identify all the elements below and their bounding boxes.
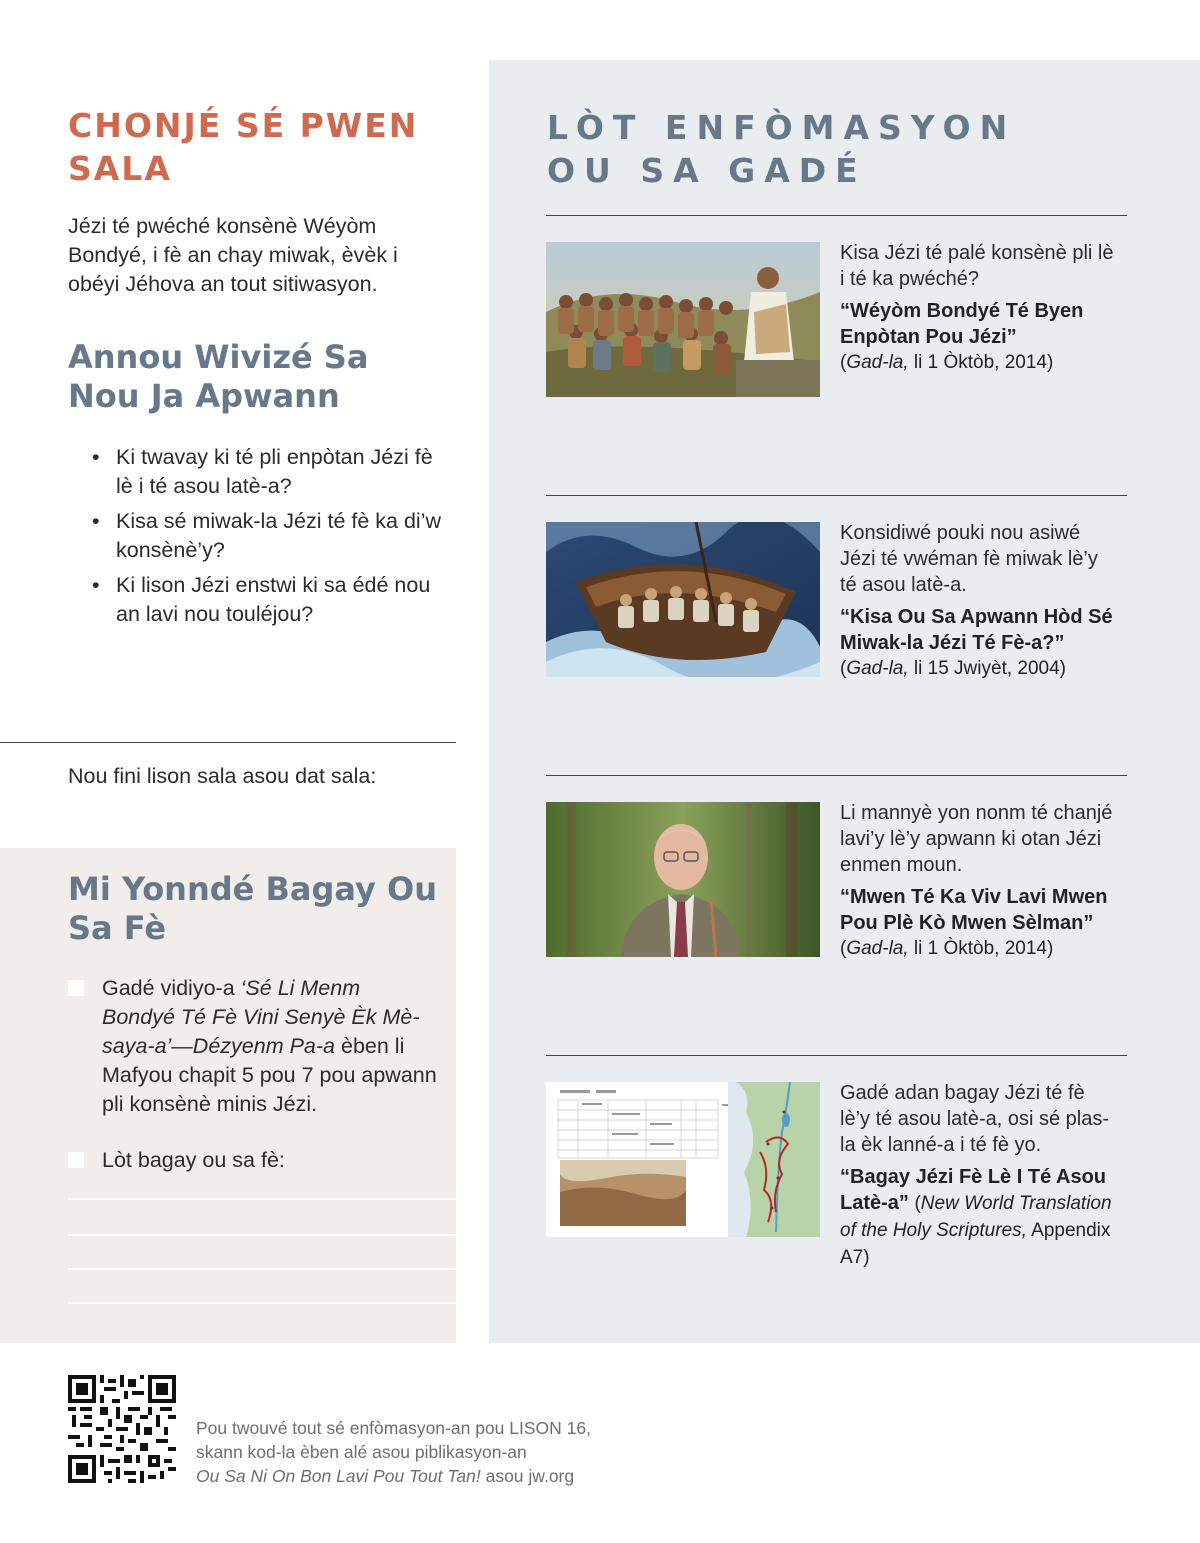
review-question-list bbox=[92, 443, 442, 635]
goals-panel bbox=[0, 848, 456, 1343]
article-link[interactable]: “Mwen Té Ka Viv Lavi Mwen Pou Plè Kò Mwen Sèlman” bbox=[840, 886, 1108, 934]
more-info-item: Kisa Jézi té palé konsènè pli lè i té ka pwéché? “Wéyòm Bondyé Té Byen Enpòtan Pou Jézi” (Gad-la, li 1 Òktòb, 2014) bbox=[840, 240, 1120, 376]
summary-text: Jézi té pwéché konsènè Wéyòm Bondyé, i fè an chay miwak, èvèk i obéyi Jéhova an tout sitiwasyon. bbox=[68, 214, 398, 296]
review-question: • Ki twavay ki té pli enpòtan Jézi fè lè i té asou latè-a? bbox=[92, 445, 433, 498]
thumbnail-storm-boat[interactable] bbox=[546, 522, 820, 677]
goals-heading: Mi Yonndé Bagay Ou Sa Fè bbox=[68, 870, 437, 947]
more-info-item: Li mannyè yon nonm té chanjé lavi’y lè’y apwann ki otan Jézi enmen moun. “Mwen Té Ka Viv Lavi Mwen Pou Plè Kò Mwen Sèlman” (Gad-la, li 1 Òktòb, 2014) bbox=[840, 800, 1120, 962]
thumbnail-man-portrait[interactable] bbox=[546, 802, 820, 957]
divider bbox=[0, 742, 456, 743]
article-source: (Gad-la, li 1 Òktòb, 2014) bbox=[840, 352, 1054, 373]
article-link[interactable]: “Wéyòm Bondyé Té Byen Enpòtan Pou Jézi” bbox=[840, 300, 1084, 348]
divider bbox=[546, 1055, 1127, 1056]
date-completed-label: Nou fini lison sala asou dat sala: bbox=[68, 764, 377, 788]
footer-note: Pou twouvé tout sé enfòmasyon-an pou LISON 16, skann kod-la èben alé asou piblikasyon-an Ou Sa Ni On Bon Lavi Pou Tout Tan! asou jw.org bbox=[196, 1418, 591, 1486]
qr-code-icon[interactable] bbox=[68, 1375, 176, 1483]
goal-item-video: Gadé vidiyo-a ‘Sé Li Menm Bondyé Té Fè Vini Senyè Èk Mèsaya-a’—Dézyenm Pa-a èben li Mafyou chapit 5 pou 7 pou apwann pli konsènè minis Jézi. bbox=[68, 974, 438, 1119]
publication-title[interactable]: Ou Sa Ni On Bon Lavi Pou Tout Tan! bbox=[196, 1466, 481, 1486]
thumbnail-jesus-teaching[interactable] bbox=[546, 242, 820, 397]
article-source: (Gad-la, li 1 Òktòb, 2014) bbox=[840, 938, 1054, 959]
thumbnail-map-chart[interactable] bbox=[546, 1082, 820, 1237]
video-title: ‘Sé Li Menm Bondyé Té Fè Vini Senyè Èk Mèsaya-a’—Dézyenm Pa-a bbox=[102, 976, 420, 1058]
more-info-heading: LÒT ENFÒMASYON OU SA GADÉ bbox=[547, 108, 1017, 190]
divider bbox=[546, 215, 1127, 216]
bullet-icon: • bbox=[92, 509, 100, 533]
bullet-icon: • bbox=[92, 573, 100, 597]
left-column bbox=[0, 0, 456, 1343]
checkbox[interactable] bbox=[68, 1152, 84, 1168]
summary-heading: CHONJÉ SÉ PWEN SALA bbox=[68, 106, 419, 188]
bullet-icon: • bbox=[92, 445, 100, 469]
divider bbox=[546, 775, 1127, 776]
more-info-item: Konsidiwé pouki nou asiwé Jézi té vwéman fè miwak lè’y té asou latè-a. “Kisa Ou Sa Apwann Hòd Sé Miwak-la Jézi Té Fè-a?” (Gad-la, li 15 Jwiyèt, 2004) bbox=[840, 520, 1120, 682]
more-info-panel bbox=[489, 60, 1200, 1343]
checkbox[interactable] bbox=[68, 980, 84, 996]
review-heading: Annou Wivizé Sa Nou Ja Apwann bbox=[68, 338, 369, 415]
review-question: • Kisa sé miwak-la Jézi té fè ka di’w konsènè’y? bbox=[92, 509, 441, 562]
goal-item-other: Lòt bagay ou sa fè: bbox=[68, 1146, 438, 1175]
divider bbox=[546, 495, 1127, 496]
write-line[interactable] bbox=[68, 1268, 456, 1270]
write-line[interactable] bbox=[68, 1234, 456, 1236]
write-line[interactable] bbox=[68, 1302, 456, 1304]
review-question: • Ki lison Jézi enstwi ki sa édé nou an lavi nou touléjou? bbox=[92, 573, 431, 626]
more-info-item: Gadé adan bagay Jézi té fè lè’y té asou latè-a, osi sé plas-la èk lanné-a i té fè yo. “Bagay Jézi Fè Lè I Té Asou Latè-a” (New World Translation of the Holy Scriptures, Appendix A7) bbox=[840, 1080, 1120, 1271]
write-line[interactable] bbox=[68, 1198, 456, 1200]
article-source: (Gad-la, li 15 Jwiyèt, 2004) bbox=[840, 658, 1066, 679]
article-link[interactable]: “Bagay Jézi Fè Lè I Té Asou Latè-a” (New World Translation of the Holy Scriptures, Appendix A7) bbox=[840, 1166, 1112, 1268]
article-link[interactable]: “Kisa Ou Sa Apwann Hòd Sé Miwak-la Jézi Té Fè-a?” bbox=[840, 606, 1113, 654]
